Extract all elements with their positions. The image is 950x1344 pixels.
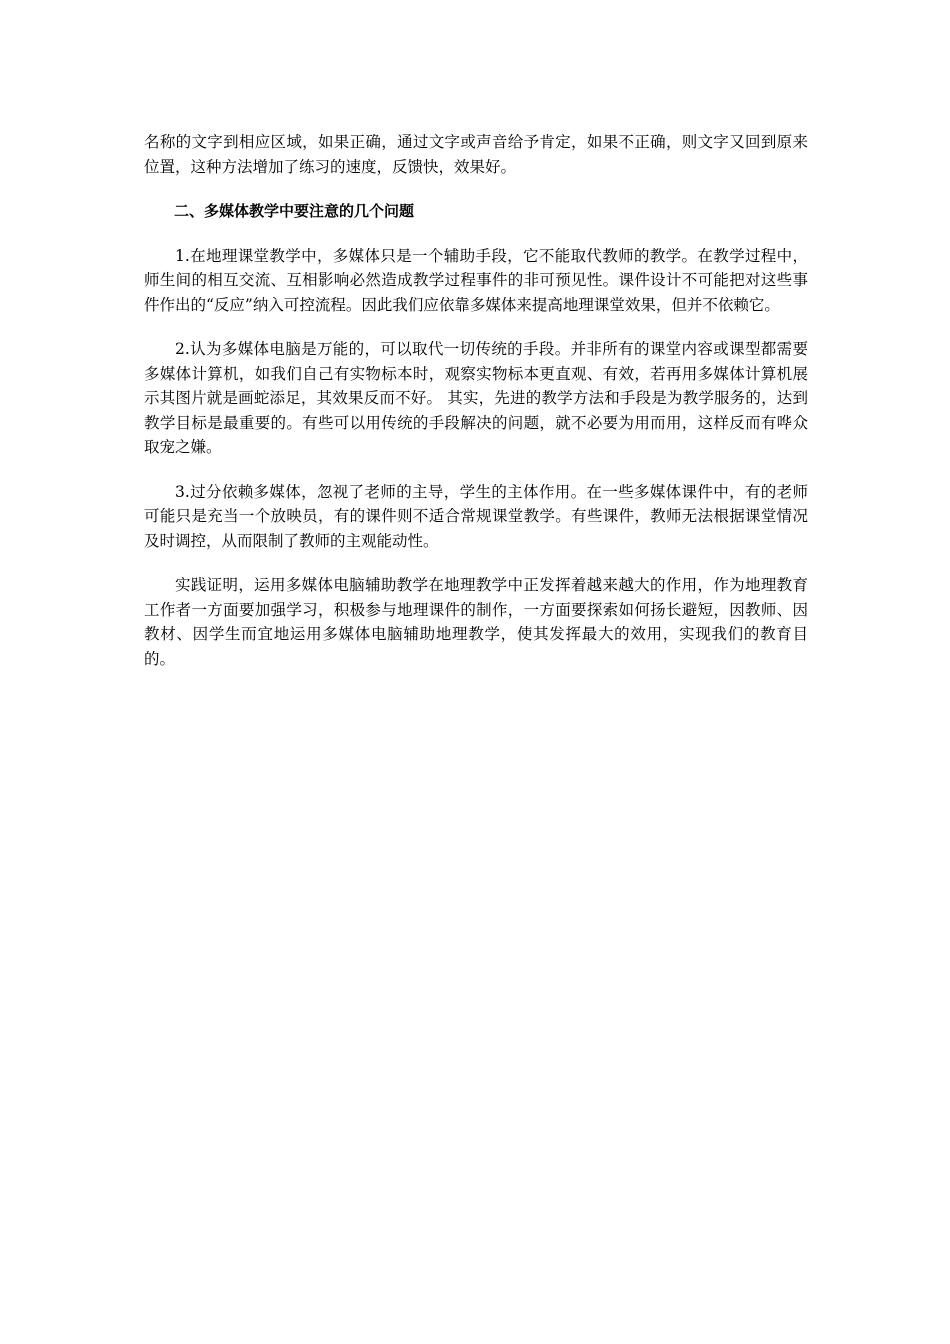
paragraph-conclusion: 实践证明，运用多媒体电脑辅助教学在地理教学中正发挥着越来越大的作用，作为地理教育工作者一方面要加强学习，积极参与地理课件的制作，一方面要探索如何扬长避短，因教师、因教材、因学生而宜地运用多媒体电脑辅助地理教学，使其发挥最大的效用，实现我们的教育目的。 (144, 576, 808, 668)
paragraph-point-1: 1.在地理课堂教学中，多媒体只是一个辅助手段，它不能取代教师的教学。在教学过程中，师生间的相互交流、互相影响必然造成教学过程事件的非可预见性。课件设计不可能把对这些事件作出的“反应”纳入可控流程。因此我们应依靠多媒体来提高地理课堂效果，但并不依赖它。 (144, 246, 808, 314)
document-body (144, 130, 808, 691)
paragraph-point-2: 2.认为多媒体电脑是万能的，可以取代一切传统的手段。并非所有的课堂内容或课型都需要多媒体计算机，如我们自己有实物标本时，观察实物标本更直观、有效，若再用多媒体计算机展示其图片就是画蛇添足，其效果反而不好。 其实，先进的教学方法和手段是为教学服务的，达到教学目标是最重要的。有些可以用传统的手段解决的问题，就不必要为用而用，这样反而有哗众取宠之嫌。 (144, 340, 808, 456)
section-heading: 二、多媒体教学中要注意的几个问题 (174, 202, 415, 220)
paragraph-point-3: 3.过分依赖多媒体，忽视了老师的主导，学生的主体作用。在一些多媒体课件中，有的老师可能只是充当一个放映员，有的课件则不适合常规课堂教学。有些课件，教师无法根据课堂情况及时调控，从而限制了教师的主观能动性。 (144, 482, 808, 550)
paragraph-continued: 名称的文字到相应区域，如果正确，通过文字或声音给予肯定，如果不正确，则文字又回到原来位置，这种方法增加了练习的速度，反馈快，效果好。 (144, 133, 808, 176)
